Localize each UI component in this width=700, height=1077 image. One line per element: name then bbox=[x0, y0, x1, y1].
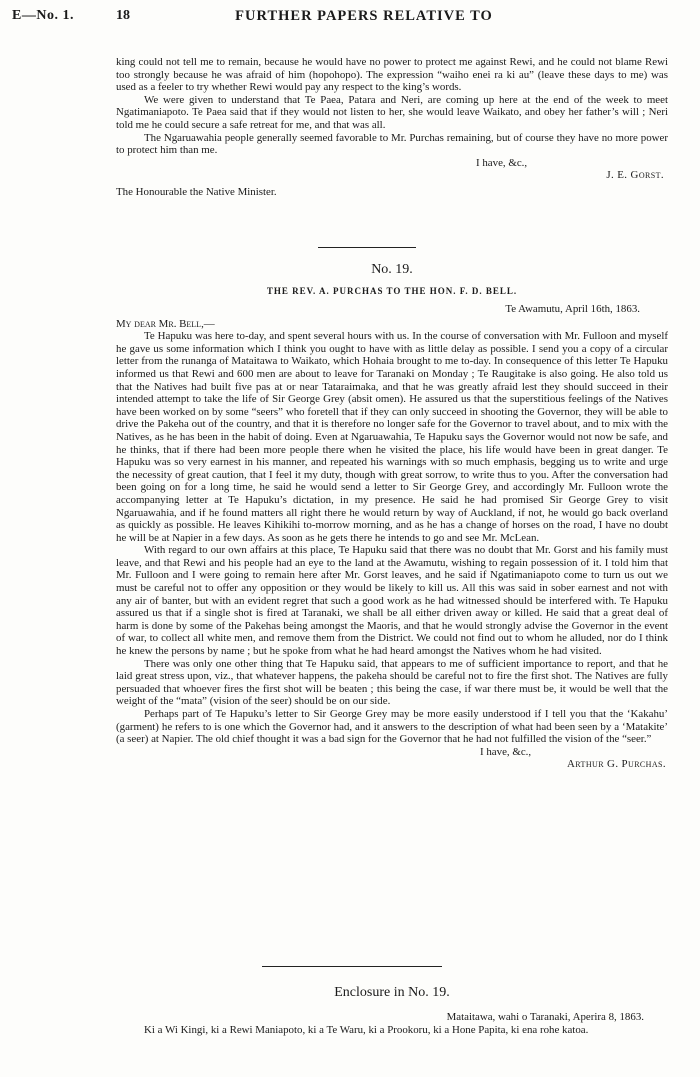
signature: Arthur G. Purchas. bbox=[567, 758, 666, 771]
paragraph: Te Hapuku was here to-day, and spent several hours with us. In the course of conversation with Mr. Fulloon and myself he gave us some information which I think you ought to have with as little delay as possible. I send you a copy of a circular letter from the runanga of Mataitawa to Waikato, which Hohaia brought to me to-day. In consequence of this letter Te Hapuku informed us that Rewi and 600 men are about to leave for Taranaki on Monday ; Te Raugitake is also going. He also told us that the Natives had built five pas at or near Tataraimaka, and that he was greatly afraid lest they should succeed in their intended attempt to take the life of Sir George Grey (absit omen). He assured us that the superstitious feelings of the Natives have been worked on by some “seers” who foretell that if they can only succeed in shooting the Governor, they will be able to drive the Pakeha out of the country, and that it is therefore no longer safe for the Governor to travel about, and to mix with the Natives, as he has been in the habit of doing. Even at Ngaruawahia, Te Hapuku says the Governor would not now be safe, and he thinks, that if there had been more people there when he visited the place, his life would have been in great danger. Te Hapuku was so very earnest in his manner, and repeated his warnings with so much emphasis, begging us to write and urge the necessity of great caution, that I feel it my duty, though with great sorrow, to write thus to you. After the conversation had been going on for a long time, he said he would send a letter to Sir George Grey, and accordingly Mr. Fulloon wrote the accompanying letter at Te Hapuku’s dictation, in my presence. He said he had promised Sir George Grey to visit Ngaruawahia, and if he found matters all right there he would return by way of Auckland, if not, he would go back overland as quickly as possible. He leaves Kihikihi to-morrow morning, and as he has a change of horses on the road, I have no doubt he will be at Napier in a few days. As soon as he gets there he intends to go and see Mr. McLean. bbox=[116, 330, 668, 544]
paragraph: Perhaps part of Te Hapuku’s letter to Sir George Grey may be more easily understood if I tell you that the ‘Kakahu’ (garment) he refers to is one which the Governor had, and it answers to the description of what had been seen by a ‘Matakite’ (a seer) at Napier. The old chief thought it was a bad sign for the Governor that he had not fulfilled the vision of the “seer.” bbox=[116, 708, 668, 746]
page-number: 18 bbox=[116, 8, 130, 23]
running-title: FURTHER PAPERS RELATIVE TO bbox=[235, 8, 493, 24]
paragraph: The Ngaruawahia people generally seemed favorable to Mr. Purchas remaining, but of course they have no more power to protect him than me. bbox=[116, 131, 668, 157]
enclosure-heading: Enclosure in No. 19. bbox=[334, 985, 450, 1000]
paragraph: Ki a Wi Kingi, ki a Rewi Maniapoto, ki a Te Waru, ki a Prookoru, ki a Hone Papita, ki ena rohe katoa. bbox=[144, 1023, 589, 1036]
signature-rule bbox=[262, 966, 442, 967]
paragraph: With regard to our own affairs at this place, Te Hapuku said that there was no doubt that Mr. Gorst and his family must leave, and that Rewi and his people had an eye to the land at the Awamutu, wishing to regain possession of it. I told him that Mr. Fulloon and I were going to remain here after Mr. Gorst leaves, and he said if Ngatimaniapoto come to turn us out we must be careful not to offer any opposition or they would be likely to kill us. All this was said in sober earnest and not with any air of banter, but with an evident regret that such a good work as he had witnessed should be interfered with. Te Hapuku assured us that if a single shot is fired at Taranaki, we shall be all either driven away or killed. He said that a great deal of harm is done by some of the Pakehas being amongst the Maoris, and that he would strongly advise the Governor in the event of war, to collect all white men, and remove them from the District. We could not find out to whom he alluded, nor do I think he knew the persons by name ; but he spoke from what he had heard amongst the Natives whom he had visited. bbox=[116, 544, 668, 658]
paragraph: There was only one other thing that Te Hapuku said, that appears to me of sufficient importance to report, and that he laid great stress upon, viz., that whatever happens, the pakeha should be careful not to fire the first shot. The Natives are fully persuaded that whoever fires the first shot will be beaten ; this being the case, if war there must be, it would be well that the weight of the “mata” (vision of the seer) should be on our side. bbox=[116, 657, 668, 708]
running-header bbox=[12, 8, 686, 28]
section-rule bbox=[318, 247, 416, 248]
letter-continuation bbox=[116, 56, 668, 199]
document-subheading: THE REV. A. PURCHAS TO THE HON. F. D. BELL. bbox=[266, 286, 518, 296]
closing: I have, &c., bbox=[476, 156, 528, 169]
document-number: No. 19. bbox=[371, 262, 413, 277]
document-code: E—No. 1. bbox=[12, 8, 74, 23]
addressee: The Honourable the Native Minister. bbox=[116, 186, 277, 199]
closing: I have, &c., bbox=[480, 745, 532, 758]
enclosure bbox=[116, 985, 668, 1036]
paragraph: We were given to understand that Te Paea, Patara and Neri, are coming up here at the end of the week to meet Ngatimaniapoto. Te Paea said that if they would not listen to her, she would leave Waikato, and obey her father’s will ; Neri told me he could secure a safe retreat for me, and that was all. bbox=[116, 93, 668, 131]
paragraph: king could not tell me to remain, because he would have no power to protect me against Rewi, and he could not blame Rewi too strongly because he was afraid of him (hopohopo). The expression “waiho enei ra ki au” (leave these days to me) was used as a feeler to try whether Rewi would pay any respect to the king’s words. bbox=[116, 56, 668, 94]
place-date: Te Awamutu, April 16th, 1863. bbox=[505, 303, 640, 315]
document-19 bbox=[116, 262, 668, 771]
salutation: My dear Mr. Bell,— bbox=[116, 317, 215, 330]
signature: J. E. Gorst. bbox=[606, 169, 664, 182]
place-date: Mataitawa, wahi o Taranaki, Aperira 8, 1863. bbox=[446, 1011, 644, 1023]
